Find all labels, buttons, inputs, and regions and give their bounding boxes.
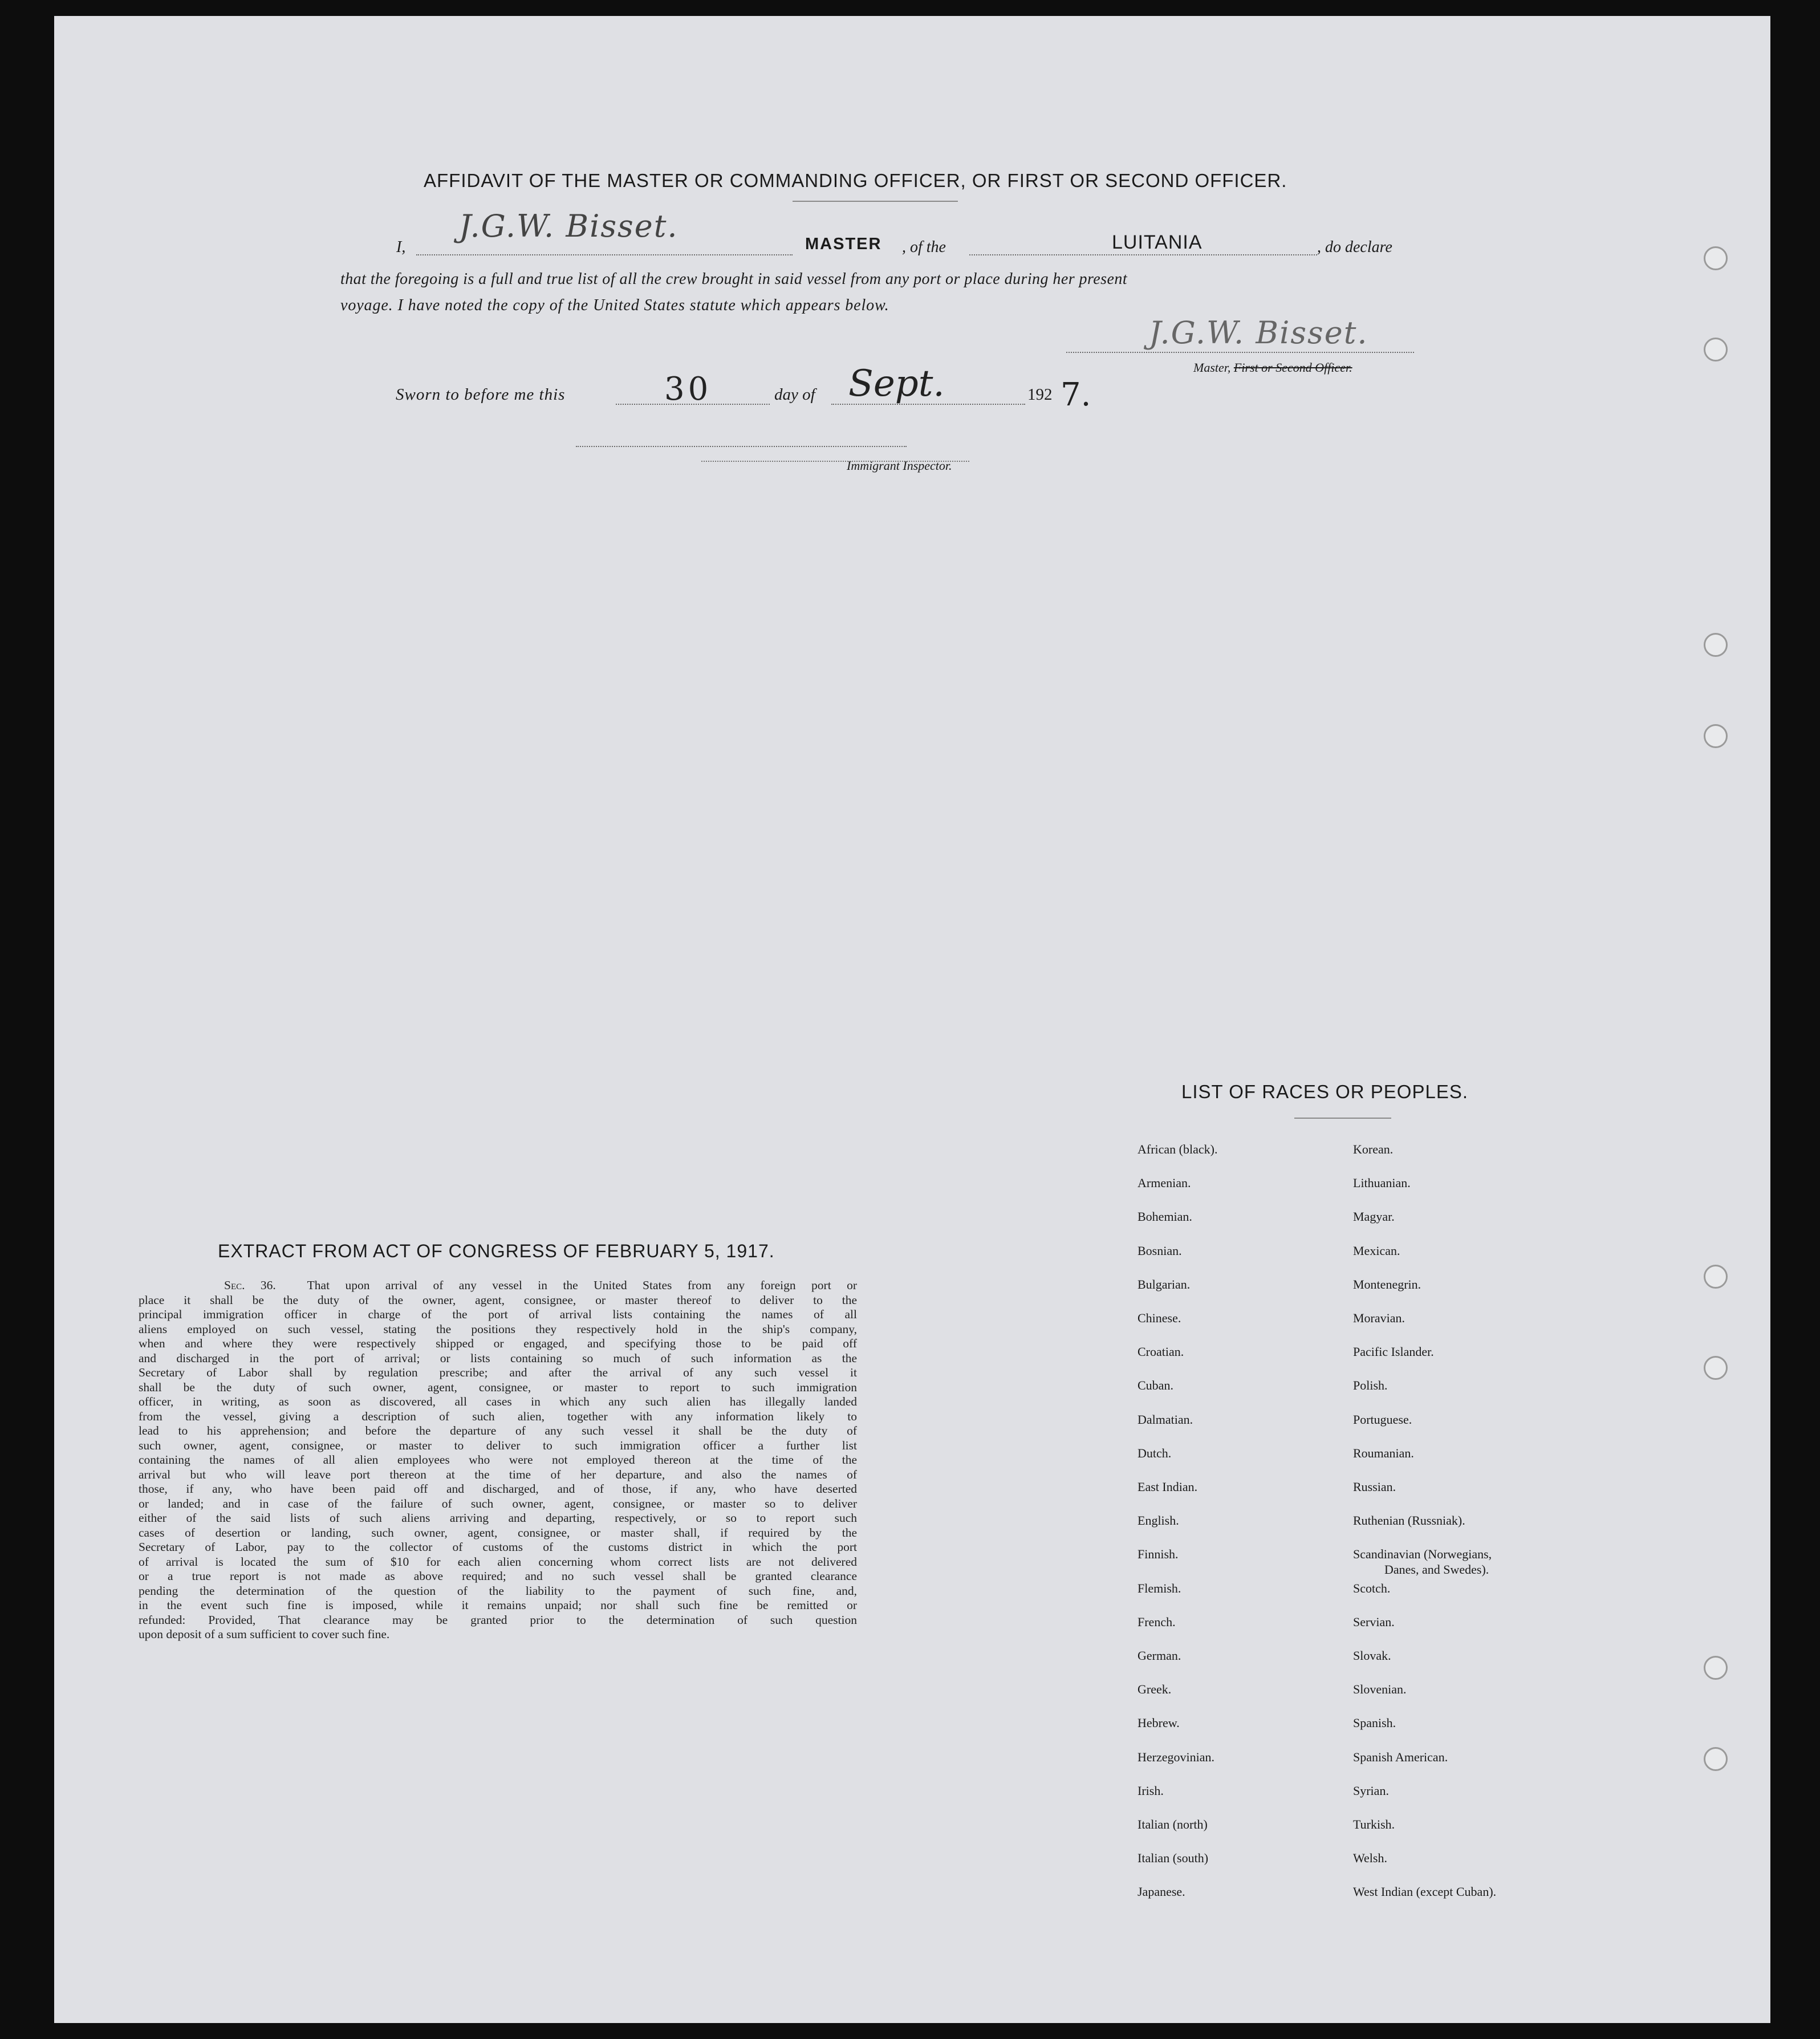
document-page: [54, 16, 1770, 2023]
extract-line: officer, in writing, as soon as discovered, all cases in which any such alien has illegally landed: [139, 1395, 857, 1408]
race-item: French.: [1138, 1614, 1176, 1629]
race-item: Pacific Islander.: [1353, 1345, 1434, 1359]
section-label: Sec. 36.: [224, 1278, 276, 1292]
race-item: Greek.: [1138, 1682, 1172, 1697]
extract-line: principal immigration officer in charge of the port of arrival lists containing the names of all: [139, 1307, 857, 1321]
race-item: Spanish.: [1353, 1716, 1396, 1731]
extract-line: refunded: Provided, That clearance may be granted prior to the determination of such question: [139, 1612, 857, 1627]
race-item: Finnish.: [1138, 1547, 1179, 1562]
race-item: Armenian.: [1138, 1176, 1191, 1191]
binder-hole: [1704, 724, 1728, 748]
extract-line: containing the names of all alien employees who were not employed thereon at the time of the: [139, 1453, 857, 1467]
extract-line-text: That upon arrival of any vessel in the United States from any foreign port or: [307, 1278, 858, 1292]
race-item: Syrian.: [1353, 1783, 1389, 1798]
race-item: Spanish American.: [1353, 1749, 1448, 1764]
extract-line: either of the said lists of such aliens arriving and departing, respectively, or so to report such: [139, 1511, 857, 1525]
extract-line: arrival but who will leave port thereon at the time of her departure, and also the names of: [139, 1467, 857, 1481]
race-item: Servian.: [1353, 1614, 1395, 1629]
extract-line: of arrival is located the sum of $10 for each alien concerning whom correct lists are not delivered: [139, 1554, 857, 1569]
race-item: Herzegovinian.: [1138, 1749, 1214, 1764]
binder-hole: [1704, 1747, 1728, 1771]
extract-line: upon deposit of a sum sufficient to cover such fine.: [139, 1627, 390, 1641]
extract-line: Secretary of Labor shall by regulation prescribe; and after the arrival of any such vessel it: [139, 1366, 857, 1379]
race-item: Scotch.: [1353, 1581, 1391, 1595]
race-item: Irish.: [1138, 1783, 1164, 1798]
race-item: Turkish.: [1353, 1817, 1395, 1831]
extract-line: aliens employed on such vessel, stating the positions they respectively hold in the ship's company,: [139, 1322, 857, 1336]
extract-line: when and where they were respectively shipped or engaged, and specifying those to be paid off: [139, 1337, 857, 1350]
race-item: Slovenian.: [1353, 1682, 1407, 1697]
extract-line: Secretary of Labor, pay to the collector of customs of the customs district in which the port: [139, 1540, 857, 1554]
race-item: Magyar.: [1353, 1209, 1395, 1224]
extract-line: pending the determination of the question of the liability to the payment of such fine, and,: [139, 1583, 857, 1598]
inspector-label: Immigrant Inspector.: [847, 458, 952, 473]
race-item: Italian (north): [1138, 1817, 1208, 1831]
day-of-label: day of: [774, 385, 815, 404]
races-title-underline: [1294, 1118, 1391, 1119]
races-title: LIST OF RACES OR PEOPLES.: [1181, 1081, 1469, 1102]
race-item: Lithuanian.: [1353, 1176, 1411, 1191]
binder-hole: [1704, 1356, 1728, 1380]
extract-line: or landed; and in case of the failure of such owner, agent, consignee, or master so to deliver: [139, 1496, 857, 1510]
race-item: Ruthenian (Russniak).: [1353, 1513, 1465, 1528]
race-item: Italian (south): [1138, 1851, 1209, 1866]
race-item: Slovak.: [1353, 1648, 1391, 1663]
extract-line: and discharged in the port of arrival; or lists containing so much of such information as the: [139, 1351, 857, 1365]
sworn-label: Sworn to before me this: [396, 385, 566, 404]
vessel-stamp: LUITANIA: [1112, 231, 1202, 253]
master-word: Master,: [1193, 360, 1231, 375]
extract-line: those, if any, who have been paid off and discharged, and of those, if any, who have deserted: [139, 1482, 857, 1496]
race-item: Croatian.: [1138, 1345, 1184, 1359]
extract-title: EXTRACT FROM ACT OF CONGRESS OF FEBRUARY 5, 1917.: [218, 1241, 775, 1261]
binder-hole: [1704, 338, 1728, 362]
race-item: Polish.: [1353, 1378, 1388, 1393]
statement-line-2: that the foregoing is a full and true list of all the crew brought in said vessel from any port or place during her present: [340, 270, 1128, 288]
extract-line: from the vessel, giving a description of such alien, together with any information likely to: [139, 1409, 857, 1423]
affidavit-i: I,: [396, 238, 406, 256]
title-underline: [793, 201, 958, 202]
race-item: Bulgarian.: [1138, 1277, 1191, 1291]
extract-line: place it shall be the duty of the owner, agent, consignee, or master thereof to deliver to the: [139, 1293, 857, 1307]
race-item: Dutch.: [1138, 1445, 1172, 1460]
extract-line: or a true report is not made as above required; and no such vessel shall be granted clearance: [139, 1569, 857, 1583]
month-value: Sept.: [848, 363, 945, 405]
race-item: Bosnian.: [1138, 1243, 1182, 1258]
race-item: African (black).: [1138, 1142, 1218, 1156]
master-stamp: MASTER: [805, 235, 882, 253]
race-item: Japanese.: [1138, 1884, 1185, 1899]
vessel-rule: [969, 254, 1317, 255]
race-item: East Indian.: [1138, 1480, 1198, 1494]
day-value: 30: [664, 371, 712, 408]
race-item: Mexican.: [1353, 1243, 1400, 1258]
name-rule: [416, 254, 793, 255]
binder-hole: [1704, 633, 1728, 657]
of-the-label: , of the: [902, 238, 946, 256]
extract-line: in the event such fine is imposed, while it remains unpaid; nor shall such fine be remitted or: [139, 1598, 857, 1612]
extract-body: [139, 1278, 857, 1642]
do-declare-label: , do declare: [1317, 238, 1392, 256]
race-item: German.: [1138, 1648, 1181, 1663]
extract-line: such owner, agent, consignee, or master to deliver to such immigration officer a further list: [139, 1438, 857, 1452]
extract-line-0: [139, 1278, 857, 1293]
statement-line-3: voyage. I have noted the copy of the United States statute which appears below.: [340, 296, 889, 314]
extract-line: cases of desertion or landing, such owner, agent, consignee, or master shall, if required by the: [139, 1525, 857, 1540]
race-item: Moravian.: [1353, 1311, 1405, 1325]
year-suffix: 7.: [1061, 376, 1091, 413]
year-prefix: 192: [1027, 385, 1053, 404]
struck-officer-label: First or Second Officer.: [1233, 360, 1352, 375]
race-item: Chinese.: [1138, 1311, 1181, 1325]
race-item: Hebrew.: [1138, 1716, 1180, 1731]
race-item: Welsh.: [1353, 1851, 1387, 1866]
handwritten-name: J.G.W. Bisset.: [459, 208, 679, 244]
extract-line: shall be the duty of such owner, agent, consignee, or master to report to such immigration: [139, 1380, 857, 1394]
race-item: Montenegrin.: [1353, 1277, 1421, 1291]
race-item: Portuguese.: [1353, 1412, 1412, 1427]
affidavit-title: AFFIDAVIT OF THE MASTER OR COMMANDING OFFICER, OR FIRST OR SECOND OFFICER.: [424, 170, 1287, 191]
race-item: English.: [1138, 1513, 1179, 1528]
binder-hole: [1704, 1265, 1728, 1289]
race-item: Danes, and Swedes).: [1384, 1562, 1489, 1577]
signature-rule: [1066, 352, 1414, 353]
race-item: Flemish.: [1138, 1581, 1181, 1595]
master-signature: J.G.W. Bisset.: [1149, 315, 1368, 351]
race-item: Korean.: [1353, 1142, 1394, 1156]
race-item: West Indian (except Cuban).: [1353, 1884, 1497, 1899]
race-item: Dalmatian.: [1138, 1412, 1193, 1427]
race-item: Russian.: [1353, 1480, 1396, 1494]
inspector-signature-rule: [576, 446, 907, 447]
extract-line: lead to his apprehension; and before the departure of any such vessel it shall be the duty of: [139, 1424, 857, 1437]
race-item: Cuban.: [1138, 1378, 1173, 1393]
master-label: [1193, 360, 1352, 375]
binder-hole: [1704, 246, 1728, 270]
race-item: Scandinavian (Norwegians,: [1353, 1547, 1492, 1562]
binder-hole: [1704, 1656, 1728, 1680]
race-item: Bohemian.: [1138, 1209, 1192, 1224]
race-item: Roumanian.: [1353, 1445, 1414, 1460]
